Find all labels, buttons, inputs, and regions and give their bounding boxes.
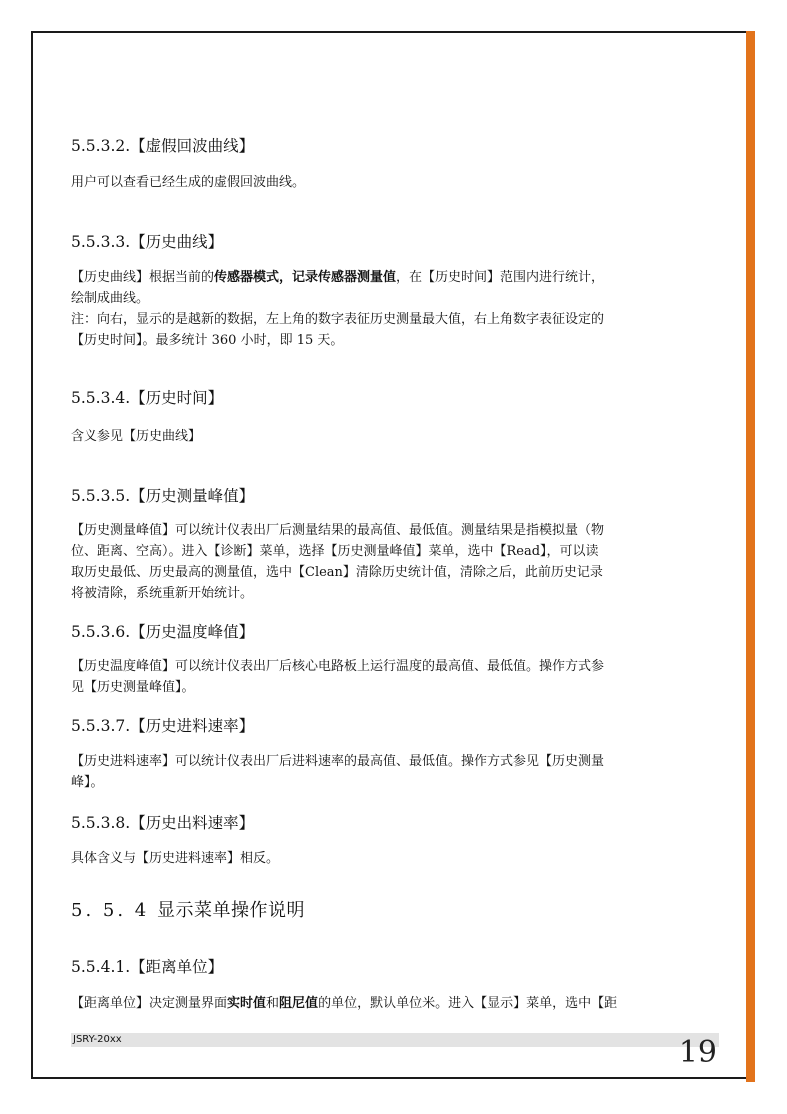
paragraph	[71, 993, 723, 1014]
accent-bar	[746, 31, 755, 1082]
section-title: 显示菜单操作说明	[157, 900, 305, 921]
paragraph	[71, 520, 723, 604]
section-number: 5. 5. 4	[71, 900, 150, 921]
text-line: 将被清除，系统重新开始统计。	[71, 586, 254, 601]
heading-5-5-3-7: 5.5.3.7.【历史进料速率】	[71, 717, 255, 735]
text-line: 注：向右，显示的是越新的数据，左上角的数字表征历史测量最大值，右上角数字表征设定的	[71, 312, 605, 327]
heading-5-5-4	[71, 896, 305, 922]
text-line: 【距离单位】决定测量界面实时值和阻尼值的单位，默认单位米。进入【显示】菜单，选中【距	[71, 996, 618, 1011]
heading-5-5-3-5: 5.5.3.5.【历史测量峰值】	[71, 487, 255, 505]
page-number: 19	[678, 1035, 717, 1070]
heading-5-5-3-3: 5.5.3.3.【历史曲线】	[71, 233, 224, 251]
text-line: 峰】。	[71, 775, 104, 790]
text-line: 【历史时间】。最多统计 360 小时，即 15 天。	[71, 333, 344, 348]
heading-5-5-3-4: 5.5.3.4.【历史时间】	[71, 389, 224, 407]
paragraph: 具体含义与【历史进料速率】相反。	[71, 851, 280, 866]
text-line: 【历史曲线】根据当前的传感器模式，记录传感器测量值，在【历史时间】范围内进行统计，	[71, 270, 605, 285]
text-line: 【历史测量峰值】可以统计仪表出厂后测量结果的最高值、最低值。测量结果是指模拟量（物	[71, 523, 605, 538]
heading-5-5-3-8: 5.5.3.8.【历史出料速率】	[71, 814, 255, 832]
heading-5-5-3-6: 5.5.3.6.【历史温度峰值】	[71, 623, 255, 641]
text-line: 绘制成曲线。	[71, 291, 150, 306]
paragraph: 含义参见【历史曲线】	[71, 429, 202, 444]
paragraph	[71, 656, 723, 698]
text-line: 见【历史测量峰值】。	[71, 680, 195, 695]
paragraph	[71, 267, 723, 351]
footer-band	[71, 1033, 719, 1047]
text-line: 【历史温度峰值】可以统计仪表出厂后核心电路板上运行温度的最高值、最低值。操作方式参	[71, 659, 605, 674]
text-line: 【历史进料速率】可以统计仪表出厂后进料速率的最高值、最低值。操作方式参见【历史测量	[71, 754, 605, 769]
paragraph: 用户可以查看已经生成的虚假回波曲线。	[71, 175, 306, 190]
text-line: 位、距离、空高）。进入【诊断】菜单，选择【历史测量峰值】菜单，选中【Read】，可以读	[71, 544, 599, 559]
text-line: 取历史最低、历史最高的测量值，选中【Clean】清除历史统计值，清除之后，此前历史记录	[71, 565, 603, 580]
heading-5-5-3-2: 5.5.3.2.【虚假回波曲线】	[71, 137, 255, 155]
footer-doc-id: JSRY-20xx	[73, 1034, 122, 1045]
heading-5-5-4-1: 5.5.4.1.【距离单位】	[71, 958, 224, 976]
paragraph	[71, 751, 723, 793]
